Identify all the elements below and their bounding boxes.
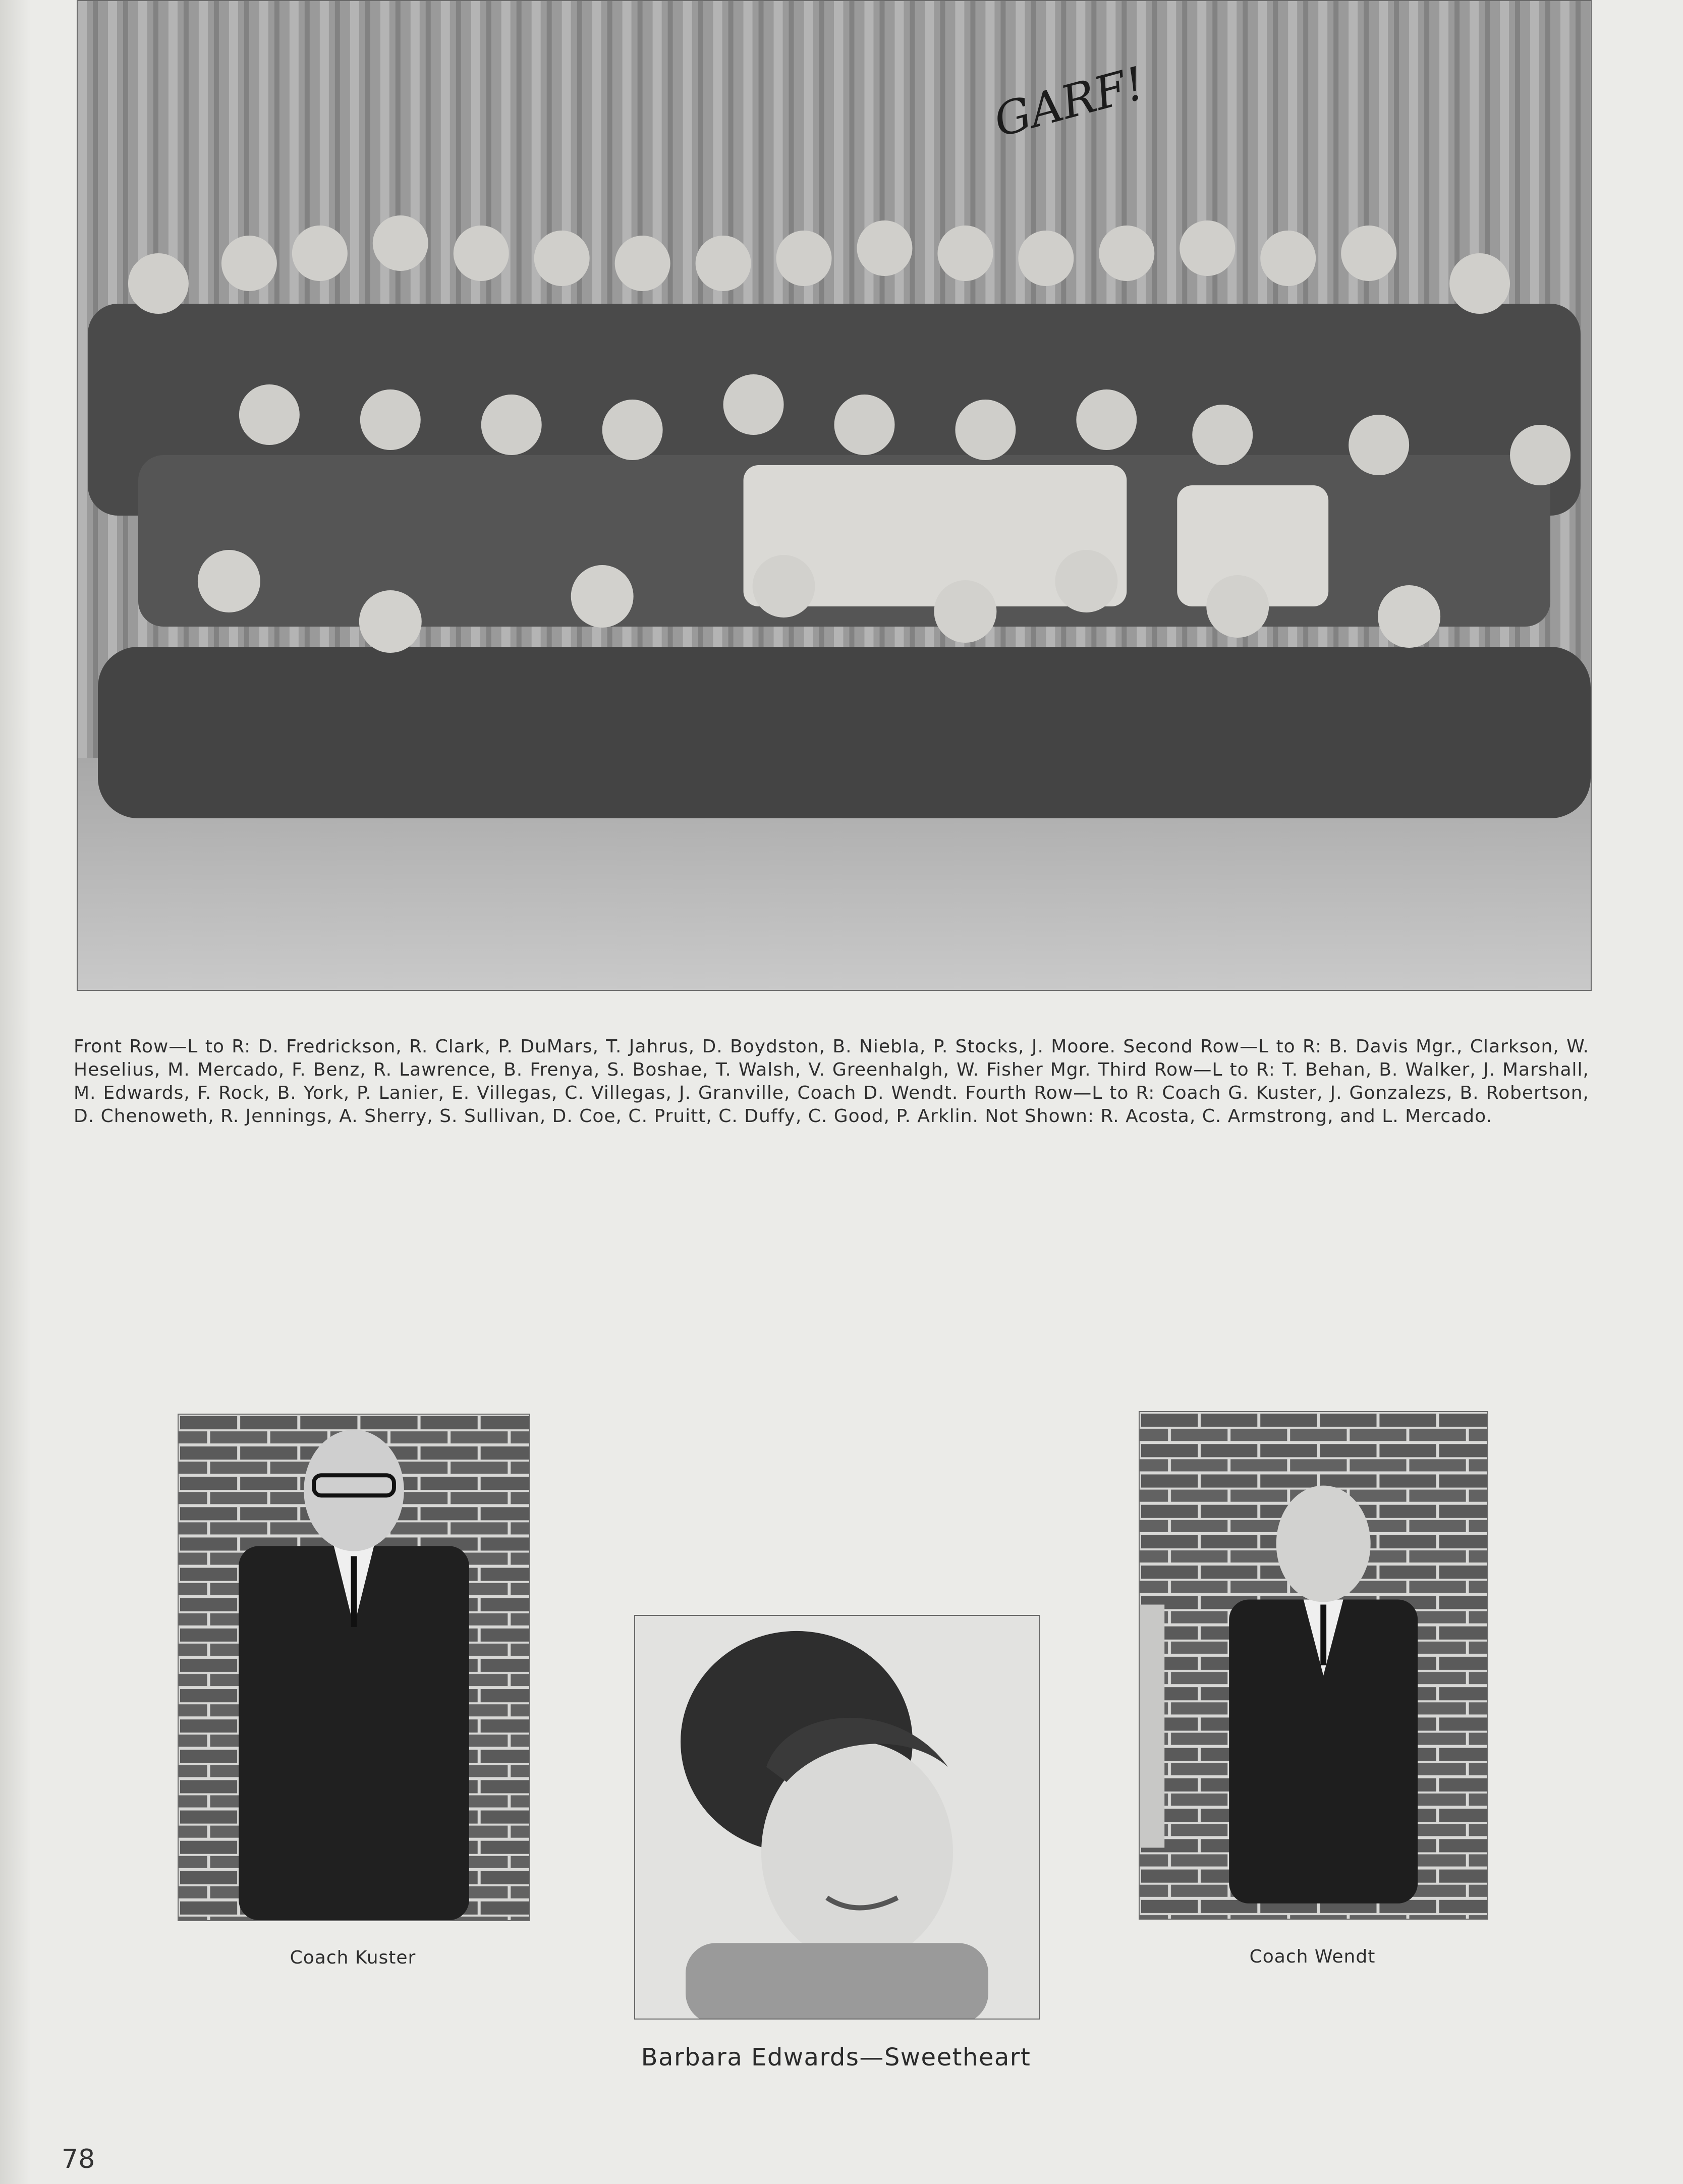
coach-wendt-caption: Coach Wendt bbox=[1249, 1946, 1376, 1967]
page-number: 78 bbox=[62, 2144, 95, 2174]
coach-kuster-image bbox=[179, 1415, 529, 1920]
coach-kuster-photo bbox=[178, 1414, 530, 1921]
handwritten-note: GARF! bbox=[988, 57, 1150, 148]
team-group-photo bbox=[77, 0, 1592, 991]
sweetheart-photo bbox=[634, 1615, 1040, 2020]
team-photo-image bbox=[78, 1, 1591, 990]
team-roster-caption: Front Row—L to R: D. Fredrickson, R. Clark, P. DuMars, T. Jahrus, D. Boydston, B. Niebla, P. Stocks, J. Moore. Second Row—L to R: B. Davis Mgr., Clarkson, W. Heselius, M. Mercado, F. Benz, R. Lawrence, B. Frenya, S. Boshae, T. Walsh, V. Greenhalgh, W. Fisher Mgr. Third Row—L to R: T. Behan, B. Walker, J. Marshall, M. Edwards, F. Rock, B. York, P. Lanier, E. Villegas, C. Villegas, J. Granville, Coach D. Wendt. Fourth Row—L to R: Coach G. Kuster, J. Gonzalezs, B. Robertson, D. Chenoweth, R. Jennings, A. Sherry, S. Sullivan, D. Coe, C. Pruitt, C. Duffy, C. Good, P. Arklin. Not Shown: R. Acosta, C. Armstrong, and L. Mercado. bbox=[74, 1036, 1589, 1127]
coach-wendt-image bbox=[1140, 1412, 1487, 1919]
page-binding-shadow bbox=[0, 0, 30, 2184]
coach-kuster-caption: Coach Kuster bbox=[290, 1947, 416, 1968]
coach-wendt-photo bbox=[1139, 1411, 1488, 1920]
sweetheart-image bbox=[635, 1616, 1039, 2019]
sweetheart-caption: Barbara Edwards—Sweetheart bbox=[641, 2043, 1031, 2071]
